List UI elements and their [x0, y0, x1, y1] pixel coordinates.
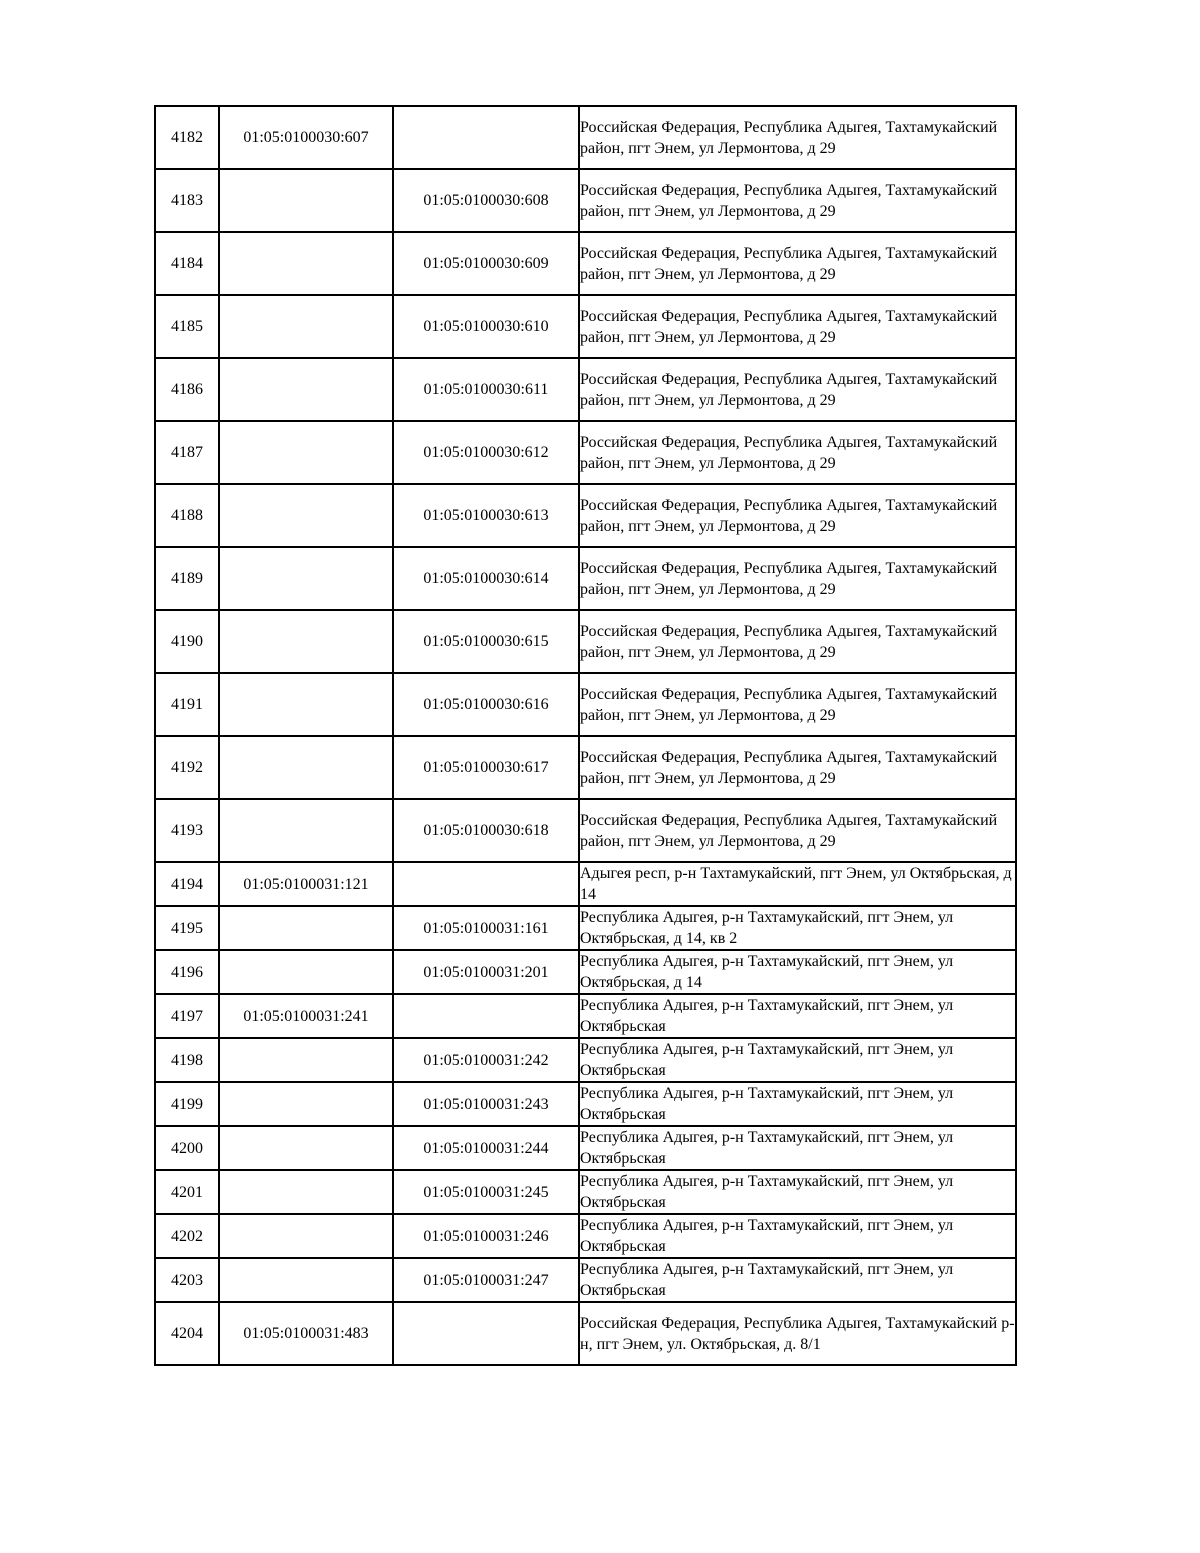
address-cell: Адыгея респ, р-н Тахтамукайский, пгт Энем, ул Октябрьская, д 14 — [579, 862, 1016, 906]
table-row — [155, 1170, 1016, 1214]
row-number-cell: 4193 — [155, 799, 219, 862]
table-row — [155, 1302, 1016, 1365]
row-number-cell: 4188 — [155, 484, 219, 547]
address-cell: Российская Федерация, Республика Адыгея, Тахтамукайский район, пгт Энем, ул Лермонтова, д 29 — [579, 295, 1016, 358]
parcel-cadastral-number-cell: 01:05:0100031:121 — [219, 862, 393, 906]
address-cell: Российская Федерация, Республика Адыгея, Тахтамукайский район, пгт Энем, ул Лермонтова, д 29 — [579, 799, 1016, 862]
object-cadastral-number-cell: 01:05:0100030:609 — [393, 232, 579, 295]
row-number-cell: 4200 — [155, 1126, 219, 1170]
row-number-cell: 4196 — [155, 950, 219, 994]
row-number-cell: 4185 — [155, 295, 219, 358]
parcel-cadastral-number-cell — [219, 232, 393, 295]
parcel-cadastral-number-cell — [219, 1214, 393, 1258]
parcel-cadastral-number-cell — [219, 1038, 393, 1082]
address-cell: Российская Федерация, Республика Адыгея, Тахтамукайский район, пгт Энем, ул Лермонтова, д 29 — [579, 736, 1016, 799]
object-cadastral-number-cell: 01:05:0100031:244 — [393, 1126, 579, 1170]
parcel-cadastral-number-cell — [219, 1126, 393, 1170]
table-row — [155, 950, 1016, 994]
row-number-cell: 4190 — [155, 610, 219, 673]
table-row — [155, 1214, 1016, 1258]
object-cadastral-number-cell: 01:05:0100031:243 — [393, 1082, 579, 1126]
object-cadastral-number-cell: 01:05:0100030:611 — [393, 358, 579, 421]
object-cadastral-number-cell: 01:05:0100031:246 — [393, 1214, 579, 1258]
address-cell: Российская Федерация, Республика Адыгея, Тахтамукайский район, пгт Энем, ул Лермонтова, д 29 — [579, 484, 1016, 547]
table-row — [155, 799, 1016, 862]
table-row — [155, 994, 1016, 1038]
row-number-cell: 4192 — [155, 736, 219, 799]
table-row — [155, 358, 1016, 421]
object-cadastral-number-cell — [393, 1302, 579, 1365]
table-row — [155, 1258, 1016, 1302]
object-cadastral-number-cell: 01:05:0100030:615 — [393, 610, 579, 673]
table-row — [155, 421, 1016, 484]
object-cadastral-number-cell: 01:05:0100031:161 — [393, 906, 579, 950]
table-row — [155, 862, 1016, 906]
address-cell: Российская Федерация, Республика Адыгея, Тахтамукайский район, пгт Энем, ул Лермонтова, д 29 — [579, 106, 1016, 169]
table-row — [155, 1082, 1016, 1126]
row-number-cell: 4202 — [155, 1214, 219, 1258]
parcel-cadastral-number-cell — [219, 421, 393, 484]
table-row — [155, 484, 1016, 547]
parcel-cadastral-number-cell: 01:05:0100031:483 — [219, 1302, 393, 1365]
table-row — [155, 736, 1016, 799]
address-cell: Российская Федерация, Республика Адыгея, Тахтамукайский район, пгт Энем, ул Лермонтова, д 29 — [579, 169, 1016, 232]
parcel-cadastral-number-cell — [219, 736, 393, 799]
table-row — [155, 1038, 1016, 1082]
object-cadastral-number-cell: 01:05:0100030:613 — [393, 484, 579, 547]
parcel-cadastral-number-cell — [219, 1170, 393, 1214]
property-registry-table — [154, 105, 1017, 1366]
address-cell: Республика Адыгея, р-н Тахтамукайский, пгт Энем, ул Октябрьская — [579, 1170, 1016, 1214]
address-cell: Республика Адыгея, р-н Тахтамукайский, пгт Энем, ул Октябрьская — [579, 1082, 1016, 1126]
address-cell: Российская Федерация, Республика Адыгея, Тахтамукайский район, пгт Энем, ул Лермонтова, д 29 — [579, 610, 1016, 673]
row-number-cell: 4201 — [155, 1170, 219, 1214]
table-row — [155, 232, 1016, 295]
parcel-cadastral-number-cell — [219, 673, 393, 736]
address-cell: Российская Федерация, Республика Адыгея, Тахтамукайский район, пгт Энем, ул Лермонтова, д 29 — [579, 547, 1016, 610]
row-number-cell: 4194 — [155, 862, 219, 906]
object-cadastral-number-cell: 01:05:0100030:612 — [393, 421, 579, 484]
object-cadastral-number-cell: 01:05:0100031:242 — [393, 1038, 579, 1082]
address-cell: Республика Адыгея, р-н Тахтамукайский, пгт Энем, ул Октябрьская, д 14, кв 2 — [579, 906, 1016, 950]
parcel-cadastral-number-cell — [219, 295, 393, 358]
row-number-cell: 4204 — [155, 1302, 219, 1365]
table-row — [155, 106, 1016, 169]
object-cadastral-number-cell: 01:05:0100031:201 — [393, 950, 579, 994]
parcel-cadastral-number-cell — [219, 950, 393, 994]
row-number-cell: 4191 — [155, 673, 219, 736]
object-cadastral-number-cell: 01:05:0100030:614 — [393, 547, 579, 610]
object-cadastral-number-cell — [393, 862, 579, 906]
table-row — [155, 610, 1016, 673]
address-cell: Российская Федерация, Республика Адыгея, Тахтамукайский район, пгт Энем, ул Лермонтова, д 29 — [579, 358, 1016, 421]
address-cell: Российская Федерация, Республика Адыгея, Тахтамукайский район, пгт Энем, ул Лермонтова, д 29 — [579, 673, 1016, 736]
table-row — [155, 295, 1016, 358]
object-cadastral-number-cell: 01:05:0100030:618 — [393, 799, 579, 862]
row-number-cell: 4183 — [155, 169, 219, 232]
address-cell: Республика Адыгея, р-н Тахтамукайский, пгт Энем, ул Октябрьская — [579, 1038, 1016, 1082]
address-cell: Республика Адыгея, р-н Тахтамукайский, пгт Энем, ул Октябрьская — [579, 1258, 1016, 1302]
parcel-cadastral-number-cell — [219, 484, 393, 547]
row-number-cell: 4182 — [155, 106, 219, 169]
object-cadastral-number-cell: 01:05:0100031:245 — [393, 1170, 579, 1214]
registry-table-body — [155, 106, 1016, 1365]
table-row — [155, 547, 1016, 610]
row-number-cell: 4186 — [155, 358, 219, 421]
row-number-cell: 4184 — [155, 232, 219, 295]
address-cell: Республика Адыгея, р-н Тахтамукайский, пгт Энем, ул Октябрьская, д 14 — [579, 950, 1016, 994]
address-cell: Российская Федерация, Республика Адыгея, Тахтамукайский район, пгт Энем, ул Лермонтова, д 29 — [579, 232, 1016, 295]
row-number-cell: 4198 — [155, 1038, 219, 1082]
parcel-cadastral-number-cell — [219, 610, 393, 673]
parcel-cadastral-number-cell — [219, 1082, 393, 1126]
table-row — [155, 906, 1016, 950]
parcel-cadastral-number-cell: 01:05:0100030:607 — [219, 106, 393, 169]
address-cell: Российская Федерация, Республика Адыгея, Тахтамукайский район, пгт Энем, ул Лермонтова, д 29 — [579, 421, 1016, 484]
row-number-cell: 4197 — [155, 994, 219, 1038]
object-cadastral-number-cell: 01:05:0100030:610 — [393, 295, 579, 358]
parcel-cadastral-number-cell — [219, 906, 393, 950]
address-cell: Республика Адыгея, р-н Тахтамукайский, пгт Энем, ул Октябрьская — [579, 994, 1016, 1038]
address-cell: Республика Адыгея, р-н Тахтамукайский, пгт Энем, ул Октябрьская — [579, 1214, 1016, 1258]
row-number-cell: 4195 — [155, 906, 219, 950]
object-cadastral-number-cell: 01:05:0100030:616 — [393, 673, 579, 736]
row-number-cell: 4187 — [155, 421, 219, 484]
address-cell: Российская Федерация, Республика Адыгея, Тахтамукайский р-н, пгт Энем, ул. Октябрьская, д. 8/1 — [579, 1302, 1016, 1365]
parcel-cadastral-number-cell — [219, 547, 393, 610]
object-cadastral-number-cell: 01:05:0100031:247 — [393, 1258, 579, 1302]
table-row — [155, 169, 1016, 232]
table-row — [155, 1126, 1016, 1170]
parcel-cadastral-number-cell — [219, 358, 393, 421]
parcel-cadastral-number-cell — [219, 799, 393, 862]
parcel-cadastral-number-cell: 01:05:0100031:241 — [219, 994, 393, 1038]
address-cell: Республика Адыгея, р-н Тахтамукайский, пгт Энем, ул Октябрьская — [579, 1126, 1016, 1170]
row-number-cell: 4203 — [155, 1258, 219, 1302]
object-cadastral-number-cell — [393, 994, 579, 1038]
object-cadastral-number-cell: 01:05:0100030:608 — [393, 169, 579, 232]
row-number-cell: 4189 — [155, 547, 219, 610]
row-number-cell: 4199 — [155, 1082, 219, 1126]
object-cadastral-number-cell — [393, 106, 579, 169]
parcel-cadastral-number-cell — [219, 169, 393, 232]
table-row — [155, 673, 1016, 736]
parcel-cadastral-number-cell — [219, 1258, 393, 1302]
object-cadastral-number-cell: 01:05:0100030:617 — [393, 736, 579, 799]
